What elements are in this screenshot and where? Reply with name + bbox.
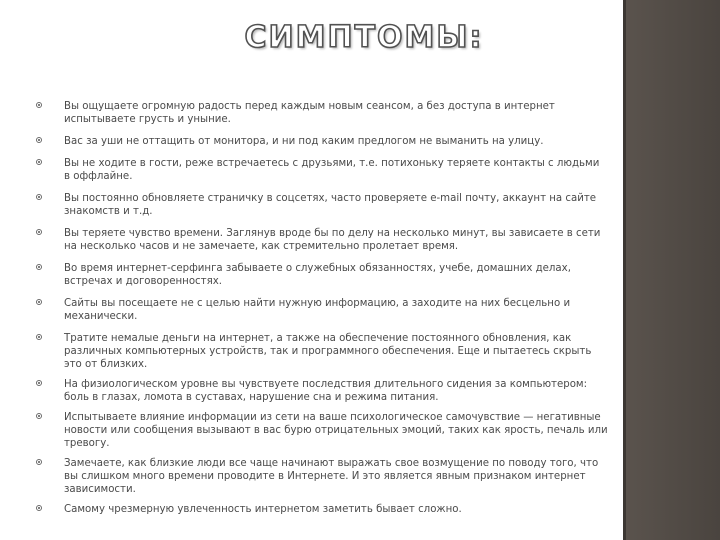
list-item-text: Вы не ходите в гости, реже встречаетесь с друзьями, т.е. потихоньку теряете контакты с людьми в оффлайне. bbox=[64, 158, 600, 182]
list-item bbox=[36, 135, 608, 148]
list-item-text: Вас за уши не оттащить от монитора, и ни под каким предлогом не выманить на улицу. bbox=[64, 136, 544, 147]
list-item bbox=[36, 297, 608, 323]
list-item-text: Во время интернет-серфинга забываете о служебных обязанностях, учебе, домашних делах, встречах и договоренностях. bbox=[64, 263, 571, 287]
list-item-text: На физиологическом уровне вы чувствуете последствия длительного сидения за компьютером: боль в глазах, ломота в суставах, нарушение сна и режима питания. bbox=[64, 379, 588, 403]
list-item-text: Вы постоянно обновляете страничку в соцсетях, часто проверяете е-mail почту, аккаунт на сайте знакомств и т.д. bbox=[64, 193, 597, 217]
list-item-text: Испытываете влияние информации из сети на ваше психологическое самочувствие — негативные новости или сообщения вызывают в вас бурю отрицательных эмоций, таких как ярость, печаль или тревогу. bbox=[64, 412, 608, 449]
list-item bbox=[36, 227, 608, 253]
bullet-icon bbox=[36, 505, 42, 511]
list-item bbox=[36, 262, 608, 288]
right-decorative-panel bbox=[626, 0, 720, 540]
list-item bbox=[36, 100, 608, 126]
bullet-icon bbox=[36, 102, 42, 108]
bullet-icon bbox=[36, 413, 42, 419]
bullet-icon bbox=[36, 229, 42, 235]
slide-title: СИМПТОМЫ: bbox=[244, 20, 484, 55]
symptom-list bbox=[36, 100, 608, 516]
bullet-icon bbox=[36, 137, 42, 143]
list-item bbox=[36, 192, 608, 218]
list-item bbox=[36, 157, 608, 183]
list-item-text: Вы теряете чувство времени. Заглянув вроде бы по делу на несколько минут, вы зависаете в сети на несколько часов и не замечаете, как стремительно пролетает время. bbox=[64, 228, 601, 252]
bullet-icon bbox=[36, 264, 42, 270]
list-item bbox=[36, 332, 608, 371]
bullet-icon bbox=[36, 380, 42, 386]
bullet-icon bbox=[36, 459, 42, 465]
bullet-icon bbox=[36, 159, 42, 165]
list-item-text: Вы ощущаете огромную радость перед каждым новым сеансом, а без доступа в интернет испытываете грусть и уныние. bbox=[64, 101, 555, 125]
bullet-icon bbox=[36, 194, 42, 200]
bullet-icon bbox=[36, 299, 42, 305]
symptom-list-container bbox=[36, 100, 608, 516]
list-item bbox=[36, 378, 608, 404]
list-item-text: Замечаете, как близкие люди все чаще начинают выражать свое возмущение по поводу того, что вы слишком много времени проводите в Интернете. И это является явным признаком интернет зависимости. bbox=[64, 458, 599, 495]
list-item-text: Сайты вы посещаете не с целью найти нужную информацию, а заходите на них бесцельно и механически. bbox=[64, 298, 571, 322]
list-item-text: Тратите немалые деньги на интернет, а также на обеспечение постоянного обновления, как различных компьютерных устройств, так и программного обеспечения. Еще и пытаетесь скрыть это от близких. bbox=[64, 333, 592, 370]
bullet-icon bbox=[36, 334, 42, 340]
list-item bbox=[36, 503, 608, 516]
list-item bbox=[36, 457, 608, 496]
list-item-text: Самому чрезмерную увлеченность интернетом заметить бывает сложно. bbox=[64, 504, 462, 515]
list-item bbox=[36, 411, 608, 450]
